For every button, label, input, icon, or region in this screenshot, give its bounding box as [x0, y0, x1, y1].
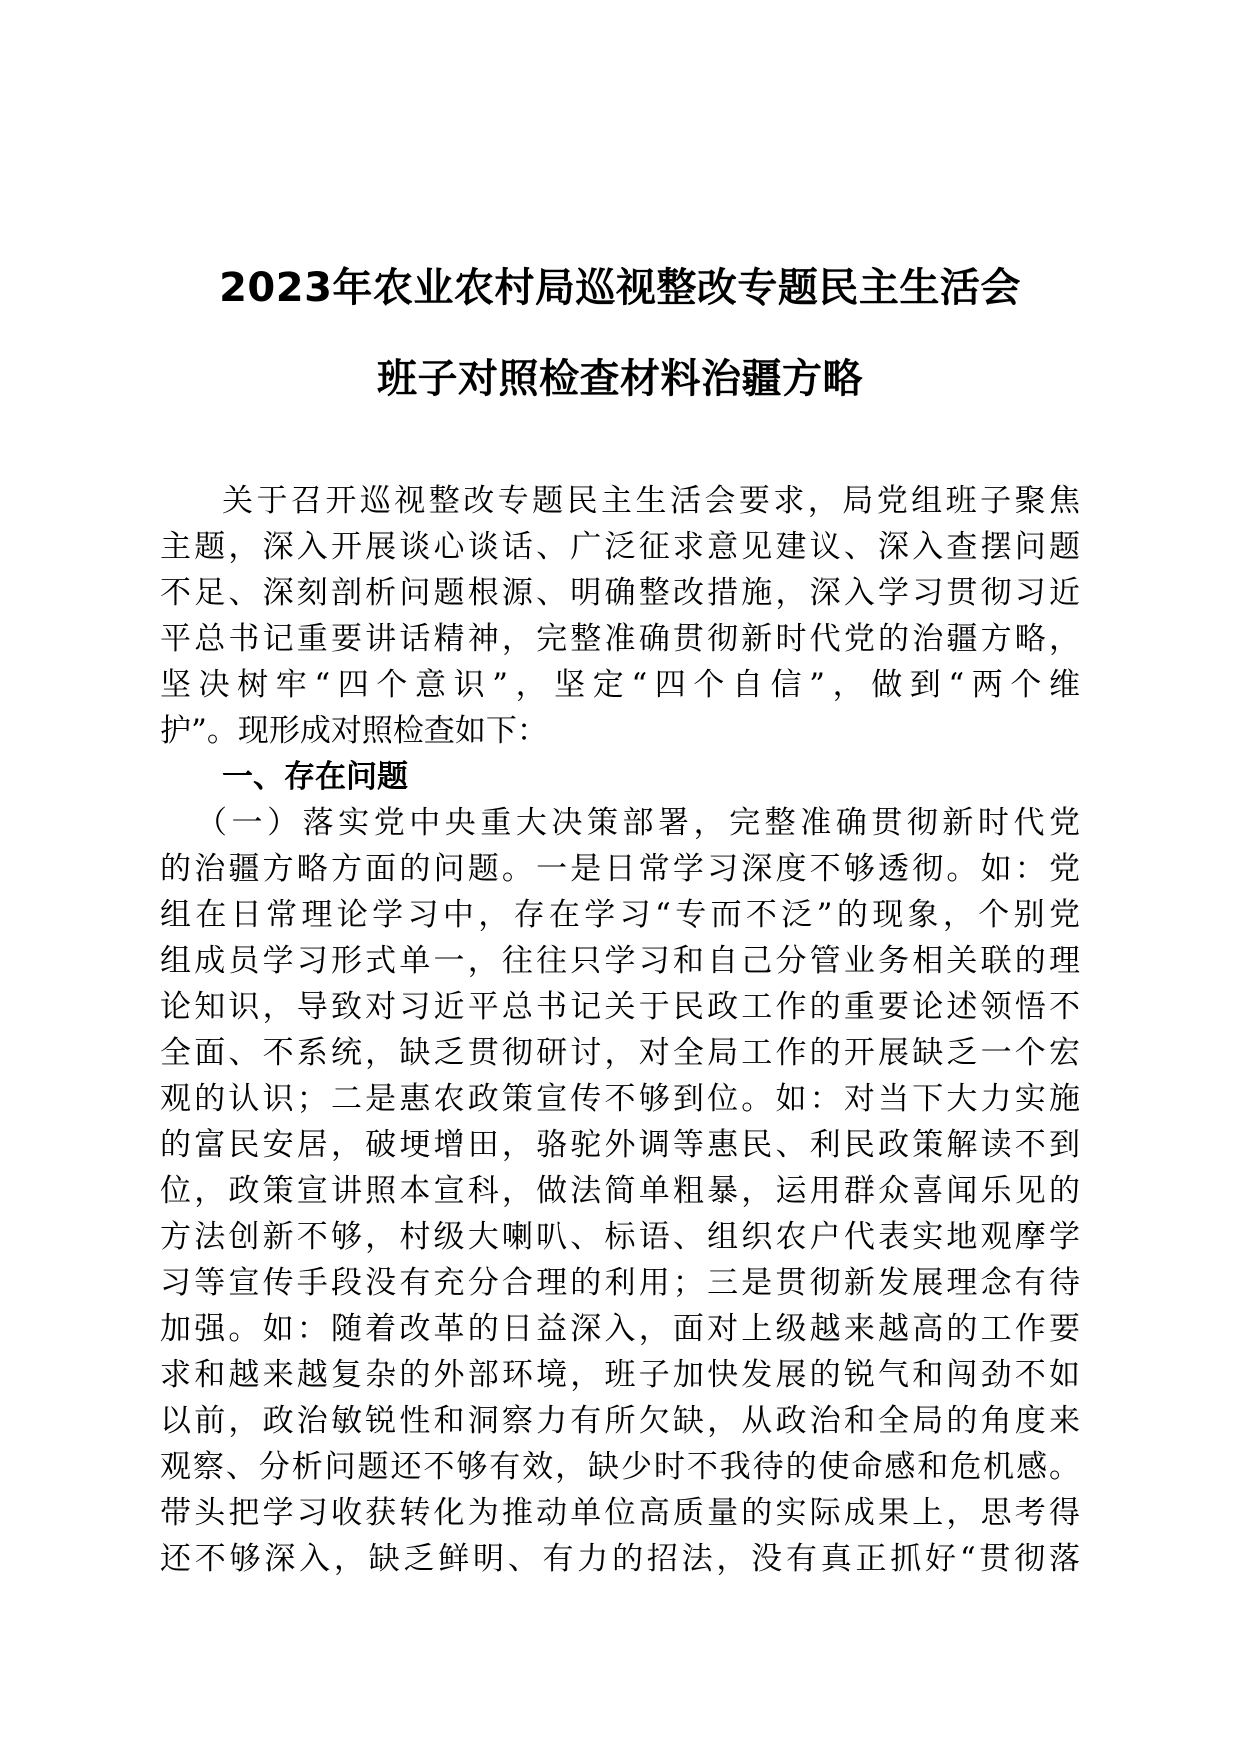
section-line: 带头把学习收获转化为推动单位高质量的实际成果上，思考得: [160, 1495, 1080, 1531]
section-line: 习等宣传手段没有充分合理的利用；三是贯彻新发展理念有待: [160, 1265, 1080, 1301]
section-line: 全面、不系统，缺乏贯彻研讨，对全局工作的开展缺乏一个宏: [160, 1035, 1080, 1071]
section-line: 观的认识；二是惠农政策宣传不够到位。如：对当下大力实施: [160, 1081, 1080, 1117]
section-heading: 一、存在问题: [222, 759, 408, 795]
section-line: 方法创新不够，村级大喇叭、标语、组织农户代表实地观摩学: [160, 1219, 1080, 1255]
section-line: 观察、分析问题还不够有效，缺少时不我待的使命感和危机感。: [160, 1449, 1080, 1485]
document-body: [160, 478, 1080, 1582]
section-line: 论知识，导致对习近平总书记关于民政工作的重要论述领悟不: [160, 989, 1080, 1025]
intro-line: 关于召开巡视整改专题民主生活会要求，局党组班子聚焦: [222, 483, 1080, 519]
intro-line: 护”。现形成对照检查如下：: [160, 713, 548, 749]
intro-line: 平总书记重要讲话精神，完整准确贯彻新时代党的治疆方略，: [160, 621, 1080, 657]
section-line: 组在日常理论学习中，存在学习“专而不泛”的现象，个别党: [160, 897, 1080, 933]
section-line: 位，政策宣讲照本宣科，做法简单粗暴，运用群众喜闻乐见的: [160, 1173, 1080, 1209]
section-line: 求和越来越复杂的外部环境，班子加快发展的锐气和闯劲不如: [160, 1357, 1080, 1393]
document-title-line-1: 2023年农业农村局巡视整改专题民主生活会: [219, 265, 1021, 311]
section-line: （一）落实党中央重大决策部署，完整准确贯彻新时代党: [196, 805, 1080, 841]
section-line: 加强。如：随着改革的日益深入，面对上级越来越高的工作要: [160, 1311, 1080, 1347]
section-line: 以前，政治敏锐性和洞察力有所欠缺，从政治和全局的角度来: [160, 1403, 1080, 1439]
section-line: 的富民安居，破埂增田，骆驼外调等惠民、利民政策解读不到: [160, 1127, 1080, 1163]
section-line: 的治疆方略方面的问题。一是日常学习深度不够透彻。如：党: [160, 851, 1080, 887]
intro-line: 不足、深刻剖析问题根源、明确整改措施，深入学习贯彻习近: [160, 575, 1080, 611]
intro-line: 主题，深入开展谈心谈话、广泛征求意见建议、深入查摆问题: [160, 529, 1080, 565]
section-line: 还不够深入，缺乏鲜明、有力的招法，没有真正抓好“贯彻落: [160, 1541, 1080, 1577]
intro-line: 坚决树牢“四个意识”，坚定“四个自信”，做到“两个维: [160, 667, 1080, 703]
document-title-line-2: 班子对照检查材料治疆方略: [377, 356, 863, 402]
section-line: 组成员学习形式单一，往往只学习和自己分管业务相关联的理: [160, 943, 1080, 979]
